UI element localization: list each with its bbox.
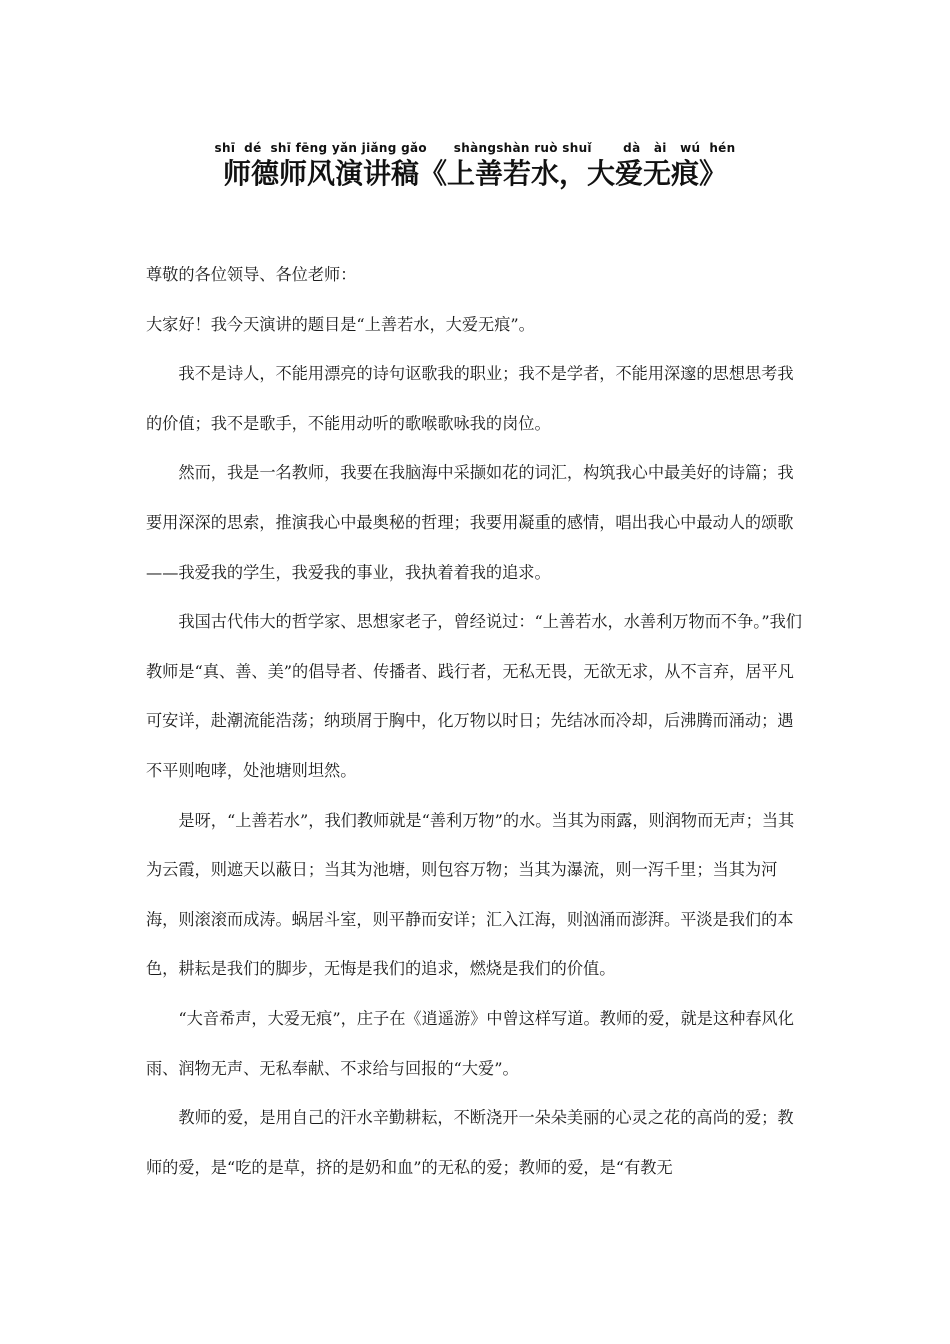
paragraph: “大音希声，大爱无痕”，庄子在《逍遥游》中曾这样写道。教师的爱，就是这种春风化雨、润物无声、无私奉献、不求给与回报的“大爱”。 — [146, 1008, 794, 1078]
paragraph: 是呀，“上善若水”，我们教师就是“善利万物”的水。当其为雨露，则润物而无声；当其为云霞，则遮天以蔽日；当其为池塘，则包容万物；当其为瀑流，则一泻千里；当其为河海，则滚滚而成涛。蜗居斗室，则平静而安详；汇入江海，则汹涌而澎湃。平淡是我们的本色，耕耘是我们的脚步，无悔是我们的追求，燃烧是我们的价值。 — [146, 810, 795, 979]
greeting-line: 大家好！我今天演讲的题目是“上善若水，大爱无痕”。 — [146, 314, 535, 334]
paragraph: 我不是诗人，不能用漂亮的诗句讴歌我的职业；我不是学者，不能用深邃的思想思考我的价值；我不是歌手，不能用动听的歌喉歌咏我的岗位。 — [146, 364, 794, 433]
paragraph: 我国古代伟大的哲学家、思想家老子，曾经说过：“上善若水，水善利万物而不争。”我们教师是“真、善、美”的倡导者、传播者、践行者，无私无畏，无欲无求，从不言弃，居平凡可安详，赴潮流能浩荡；纳琐屑于胸中，化万物以时日；先结冰而冷却，后沸腾而涌动；遇不平则咆哮，处池塘则坦然。 — [146, 612, 802, 780]
salutation: 尊敬的各位领导、各位老师： — [146, 265, 357, 284]
title-pinyin: shī dé shī fēng yǎn jiǎng gǎo shàngshàn ruò shuǐ dà ài wú hén — [214, 141, 736, 155]
document-body — [146, 250, 806, 1192]
paragraph: 教师的爱，是用自己的汗水辛勤耕耘，不断浇开一朵朵美丽的心灵之花的高尚的爱；教师的爱，是“吃的是草，挤的是奶和血”的无私的爱；教师的爱，是“有教无 — [146, 1108, 794, 1177]
page-title: 师德师风演讲稿《上善若水，大爱无痕》 — [222, 157, 727, 190]
paragraph: 然而，我是一名教师，我要在我脑海中采撷如花的词汇，构筑我心中最美好的诗篇；我要用深深的思索，推演我心中最奥秘的哲理；我要用凝重的感情，唱出我心中最动人的颂歌——我爱我的学生，我爱我的事业，我执着着我的追求。 — [146, 463, 794, 582]
